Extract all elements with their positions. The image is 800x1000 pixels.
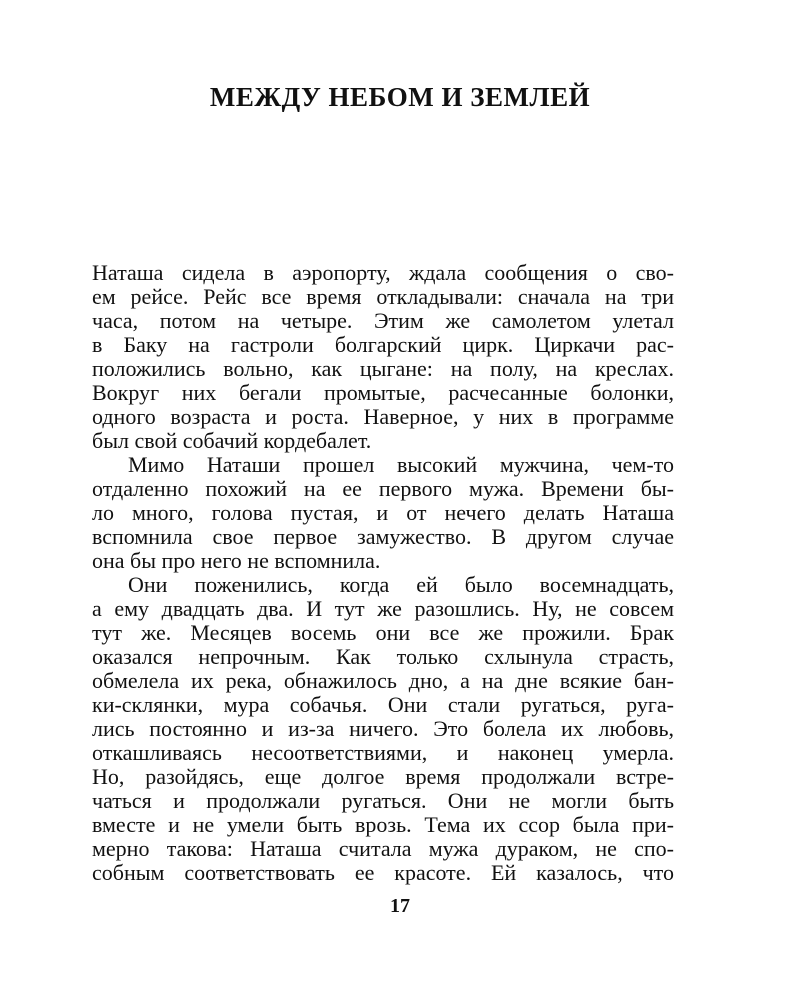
text-line: ки-склянки, мура собачья. Они стали ругаться, руга- (92, 692, 674, 717)
page-number: 17 (390, 895, 410, 917)
text-line: чаться и продолжали ругаться. Они не могли быть (92, 788, 674, 813)
text-line: мерно такова: Наташа считала мужа дураком, не спо- (92, 836, 674, 861)
text-line: она бы про него не вспомнила. (92, 548, 381, 573)
text-line: лись постоянно и из-за ничего. Это болела их любовь, (92, 716, 674, 741)
text-line: положились вольно, как цыгане: на полу, на креслах. (92, 356, 674, 381)
text-line: а ему двадцать два. И тут же разошлись. Ну, не совсем (92, 596, 674, 621)
text-line: собным соответствовать ее красоте. Ей казалось, что (92, 860, 674, 885)
text-line: вместе и не умели быть врозь. Тема их ссор была при- (92, 812, 674, 837)
text-line: Вокруг них бегали промытые, расчесанные болонки, (92, 380, 674, 405)
text-line: обмелела их река, обнажилось дно, а на дне всякие бан- (92, 668, 674, 693)
text-line: тут же. Месяцев восемь они все же прожили. Брак (92, 620, 674, 645)
text-line: ем рейсе. Рейс все время откладывали: сначала на три (92, 284, 674, 309)
text-line: часа, потом на четыре. Этим же самолетом улетал (92, 308, 674, 333)
paragraph-first-line: Мимо Наташи прошел высокий мужчина, чем-то (128, 452, 674, 477)
chapter-title: МЕЖДУ НЕБОМ И ЗЕМЛЕЙ (209, 82, 591, 112)
text-line: отдаленно похожий на ее первого мужа. Времени бы- (92, 476, 674, 501)
text-line: в Баку на гастроли болгарский цирк. Циркачи рас- (92, 332, 674, 357)
text-line: одного возраста и роста. Наверное, у них в программе (92, 404, 674, 429)
paragraph-first-line: Они поженились, когда ей было восемнадцать, (128, 572, 674, 597)
text-line: был свой собачий кордебалет. (92, 428, 372, 453)
text-line: оказался непрочным. Как только схлынула страсть, (92, 644, 674, 669)
text-line: ло много, голова пустая, и от нечего делать Наташа (92, 500, 674, 525)
text-line: Наташа сидела в аэропорту, ждала сообщения о сво- (92, 260, 674, 285)
text-line: вспомнила свое первое замужество. В другом случае (92, 524, 674, 549)
text-line: откашливаясь несоответствиями, и наконец умерла. (92, 740, 674, 765)
text-line: Но, разойдясь, еще долгое время продолжали встре- (92, 764, 674, 789)
